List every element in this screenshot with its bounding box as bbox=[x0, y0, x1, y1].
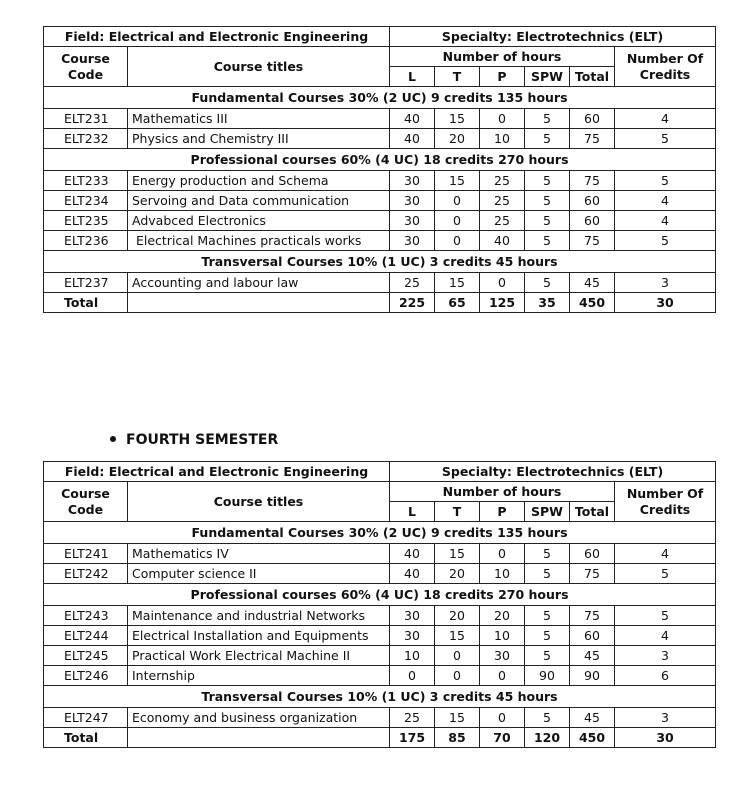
course-title: Electrical Installation and Equipments bbox=[128, 626, 390, 646]
hours-t: 15 bbox=[435, 544, 480, 564]
hours-t: 15 bbox=[435, 273, 480, 293]
hours-total: 45 bbox=[570, 273, 615, 293]
course-code: ELT241 bbox=[44, 544, 128, 564]
hours-spw: 5 bbox=[525, 564, 570, 584]
hours-spw: 5 bbox=[525, 171, 570, 191]
hours-header: Number of hours bbox=[390, 47, 615, 67]
hours-t: 15 bbox=[435, 109, 480, 129]
hours-total: 75 bbox=[570, 171, 615, 191]
credits: 4 bbox=[615, 191, 716, 211]
credits: 4 bbox=[615, 626, 716, 646]
credits: 4 bbox=[615, 211, 716, 231]
section-title: Fundamental Courses 30% (2 UC) 9 credits 135 hours bbox=[44, 522, 716, 544]
section-title: Professional courses 60% (4 UC) 18 credits 270 hours bbox=[44, 584, 716, 606]
total-t: 65 bbox=[435, 293, 480, 313]
table-row bbox=[44, 171, 716, 191]
hours-l: 40 bbox=[390, 544, 435, 564]
total-credits: 30 bbox=[615, 728, 716, 748]
credits: 4 bbox=[615, 544, 716, 564]
header-row bbox=[44, 482, 716, 502]
course-code: ELT233 bbox=[44, 171, 128, 191]
hours-p: 0 bbox=[480, 708, 525, 728]
section-row bbox=[44, 149, 716, 171]
hours-l: 10 bbox=[390, 646, 435, 666]
table-row bbox=[44, 231, 716, 251]
total-label: Total bbox=[44, 293, 128, 313]
col-spw: SPW bbox=[525, 67, 570, 87]
course-code: ELT237 bbox=[44, 273, 128, 293]
col-total: Total bbox=[570, 67, 615, 87]
hours-t: 0 bbox=[435, 666, 480, 686]
specialty-label: Specialty: Electrotechnics (ELT) bbox=[390, 462, 716, 482]
hours-spw: 5 bbox=[525, 211, 570, 231]
section-title: Transversal Courses 10% (1 UC) 3 credits 45 hours bbox=[44, 251, 716, 273]
field-specialty-row bbox=[44, 27, 716, 47]
col-spw: SPW bbox=[525, 502, 570, 522]
section-row bbox=[44, 686, 716, 708]
hours-total: 75 bbox=[570, 129, 615, 149]
course-code-header: Course Code bbox=[44, 47, 128, 87]
hours-total: 60 bbox=[570, 211, 615, 231]
course-title: Practical Work Electrical Machine II bbox=[128, 646, 390, 666]
hours-l: 40 bbox=[390, 109, 435, 129]
third-semester-table bbox=[43, 26, 716, 313]
section-title: Fundamental Courses 30% (2 UC) 9 credits 135 hours bbox=[44, 87, 716, 109]
hours-p: 40 bbox=[480, 231, 525, 251]
credits: 5 bbox=[615, 129, 716, 149]
credits: 5 bbox=[615, 171, 716, 191]
course-title: Servoing and Data communication bbox=[128, 191, 390, 211]
course-code: ELT247 bbox=[44, 708, 128, 728]
total-t: 85 bbox=[435, 728, 480, 748]
total-p: 70 bbox=[480, 728, 525, 748]
hours-p: 0 bbox=[480, 109, 525, 129]
course-title: Computer science II bbox=[128, 564, 390, 584]
table-row bbox=[44, 191, 716, 211]
header-row bbox=[44, 47, 716, 67]
hours-spw: 5 bbox=[525, 191, 570, 211]
hours-t: 20 bbox=[435, 564, 480, 584]
total-hours: 450 bbox=[570, 293, 615, 313]
table-row bbox=[44, 273, 716, 293]
hours-p: 30 bbox=[480, 646, 525, 666]
hours-l: 0 bbox=[390, 666, 435, 686]
col-p: P bbox=[480, 67, 525, 87]
hours-p: 0 bbox=[480, 273, 525, 293]
col-t: T bbox=[435, 502, 480, 522]
hours-total: 45 bbox=[570, 646, 615, 666]
course-code: ELT244 bbox=[44, 626, 128, 646]
credits: 5 bbox=[615, 564, 716, 584]
field-specialty-row bbox=[44, 462, 716, 482]
hours-total: 75 bbox=[570, 564, 615, 584]
hours-spw: 5 bbox=[525, 708, 570, 728]
table-row bbox=[44, 646, 716, 666]
course-code: ELT243 bbox=[44, 606, 128, 626]
total-hours: 450 bbox=[570, 728, 615, 748]
col-l: L bbox=[390, 502, 435, 522]
total-row bbox=[44, 293, 716, 313]
total-spw: 35 bbox=[525, 293, 570, 313]
hours-p: 0 bbox=[480, 544, 525, 564]
course-title: Energy production and Schema bbox=[128, 171, 390, 191]
hours-t: 0 bbox=[435, 646, 480, 666]
section-row bbox=[44, 87, 716, 109]
section-row bbox=[44, 584, 716, 606]
course-titles-header: Course titles bbox=[128, 482, 390, 522]
credits: 6 bbox=[615, 666, 716, 686]
course-code: ELT234 bbox=[44, 191, 128, 211]
course-titles-header: Course titles bbox=[128, 47, 390, 87]
hours-l: 30 bbox=[390, 171, 435, 191]
course-title: Internship bbox=[128, 666, 390, 686]
total-row bbox=[44, 728, 716, 748]
hours-total: 90 bbox=[570, 666, 615, 686]
hours-spw: 90 bbox=[525, 666, 570, 686]
hours-total: 60 bbox=[570, 109, 615, 129]
hours-l: 25 bbox=[390, 273, 435, 293]
hours-p: 25 bbox=[480, 191, 525, 211]
heading-text: FOURTH SEMESTER bbox=[126, 432, 279, 448]
hours-p: 0 bbox=[480, 666, 525, 686]
course-code: ELT232 bbox=[44, 129, 128, 149]
table-row bbox=[44, 109, 716, 129]
table-row bbox=[44, 708, 716, 728]
hours-l: 30 bbox=[390, 626, 435, 646]
course-title: Electrical Machines practicals works bbox=[128, 231, 390, 251]
table-row bbox=[44, 626, 716, 646]
hours-l: 30 bbox=[390, 231, 435, 251]
course-title: Mathematics III bbox=[128, 109, 390, 129]
table-row bbox=[44, 666, 716, 686]
total-spw: 120 bbox=[525, 728, 570, 748]
course-code: ELT242 bbox=[44, 564, 128, 584]
hours-total: 45 bbox=[570, 708, 615, 728]
hours-l: 30 bbox=[390, 606, 435, 626]
hours-t: 0 bbox=[435, 231, 480, 251]
credits: 4 bbox=[615, 109, 716, 129]
bullet-icon bbox=[110, 436, 116, 442]
total-l: 225 bbox=[390, 293, 435, 313]
credits: 5 bbox=[615, 606, 716, 626]
hours-total: 75 bbox=[570, 606, 615, 626]
hours-header: Number of hours bbox=[390, 482, 615, 502]
credits-header: Number Of Credits bbox=[615, 482, 716, 522]
hours-l: 25 bbox=[390, 708, 435, 728]
hours-t: 20 bbox=[435, 606, 480, 626]
course-title: Economy and business organization bbox=[128, 708, 390, 728]
course-code: ELT236 bbox=[44, 231, 128, 251]
credits: 3 bbox=[615, 646, 716, 666]
col-l: L bbox=[390, 67, 435, 87]
field-label: Field: Electrical and Electronic Engineering bbox=[44, 27, 390, 47]
hours-l: 40 bbox=[390, 564, 435, 584]
hours-p: 25 bbox=[480, 171, 525, 191]
col-total: Total bbox=[570, 502, 615, 522]
section-title: Transversal Courses 10% (1 UC) 3 credits 45 hours bbox=[44, 686, 716, 708]
credits: 5 bbox=[615, 231, 716, 251]
total-p: 125 bbox=[480, 293, 525, 313]
table-row bbox=[44, 564, 716, 584]
total-blank bbox=[128, 293, 390, 313]
hours-p: 25 bbox=[480, 211, 525, 231]
total-blank bbox=[128, 728, 390, 748]
hours-spw: 5 bbox=[525, 273, 570, 293]
total-l: 175 bbox=[390, 728, 435, 748]
hours-l: 40 bbox=[390, 129, 435, 149]
hours-total: 60 bbox=[570, 626, 615, 646]
hours-p: 10 bbox=[480, 626, 525, 646]
hours-total: 60 bbox=[570, 544, 615, 564]
hours-t: 0 bbox=[435, 211, 480, 231]
hours-p: 10 bbox=[480, 129, 525, 149]
hours-t: 15 bbox=[435, 171, 480, 191]
col-t: T bbox=[435, 67, 480, 87]
credits-header: Number Of Credits bbox=[615, 47, 716, 87]
course-code: ELT246 bbox=[44, 666, 128, 686]
table-row bbox=[44, 129, 716, 149]
course-title: Physics and Chemistry III bbox=[128, 129, 390, 149]
hours-p: 20 bbox=[480, 606, 525, 626]
course-code: ELT245 bbox=[44, 646, 128, 666]
course-code-header: Course Code bbox=[44, 482, 128, 522]
hours-t: 15 bbox=[435, 626, 480, 646]
hours-spw: 5 bbox=[525, 646, 570, 666]
course-code: ELT231 bbox=[44, 109, 128, 129]
course-title: Accounting and labour law bbox=[128, 273, 390, 293]
hours-spw: 5 bbox=[525, 626, 570, 646]
table-row bbox=[44, 211, 716, 231]
fourth-semester-heading bbox=[110, 432, 278, 448]
hours-spw: 5 bbox=[525, 606, 570, 626]
hours-total: 75 bbox=[570, 231, 615, 251]
table-row bbox=[44, 544, 716, 564]
hours-total: 60 bbox=[570, 191, 615, 211]
col-p: P bbox=[480, 502, 525, 522]
hours-spw: 5 bbox=[525, 129, 570, 149]
section-row bbox=[44, 522, 716, 544]
section-row bbox=[44, 251, 716, 273]
hours-t: 0 bbox=[435, 191, 480, 211]
course-title: Advabced Electronics bbox=[128, 211, 390, 231]
hours-spw: 5 bbox=[525, 544, 570, 564]
hours-l: 30 bbox=[390, 211, 435, 231]
hours-p: 10 bbox=[480, 564, 525, 584]
hours-spw: 5 bbox=[525, 109, 570, 129]
course-title: Mathematics IV bbox=[128, 544, 390, 564]
credits: 3 bbox=[615, 273, 716, 293]
hours-l: 30 bbox=[390, 191, 435, 211]
section-title: Professional courses 60% (4 UC) 18 credits 270 hours bbox=[44, 149, 716, 171]
course-code: ELT235 bbox=[44, 211, 128, 231]
table-row bbox=[44, 606, 716, 626]
credits: 3 bbox=[615, 708, 716, 728]
hours-t: 15 bbox=[435, 708, 480, 728]
specialty-label: Specialty: Electrotechnics (ELT) bbox=[390, 27, 716, 47]
field-label: Field: Electrical and Electronic Engineering bbox=[44, 462, 390, 482]
hours-t: 20 bbox=[435, 129, 480, 149]
hours-spw: 5 bbox=[525, 231, 570, 251]
total-credits: 30 bbox=[615, 293, 716, 313]
course-title: Maintenance and industrial Networks bbox=[128, 606, 390, 626]
total-label: Total bbox=[44, 728, 128, 748]
fourth-semester-table bbox=[43, 461, 716, 748]
